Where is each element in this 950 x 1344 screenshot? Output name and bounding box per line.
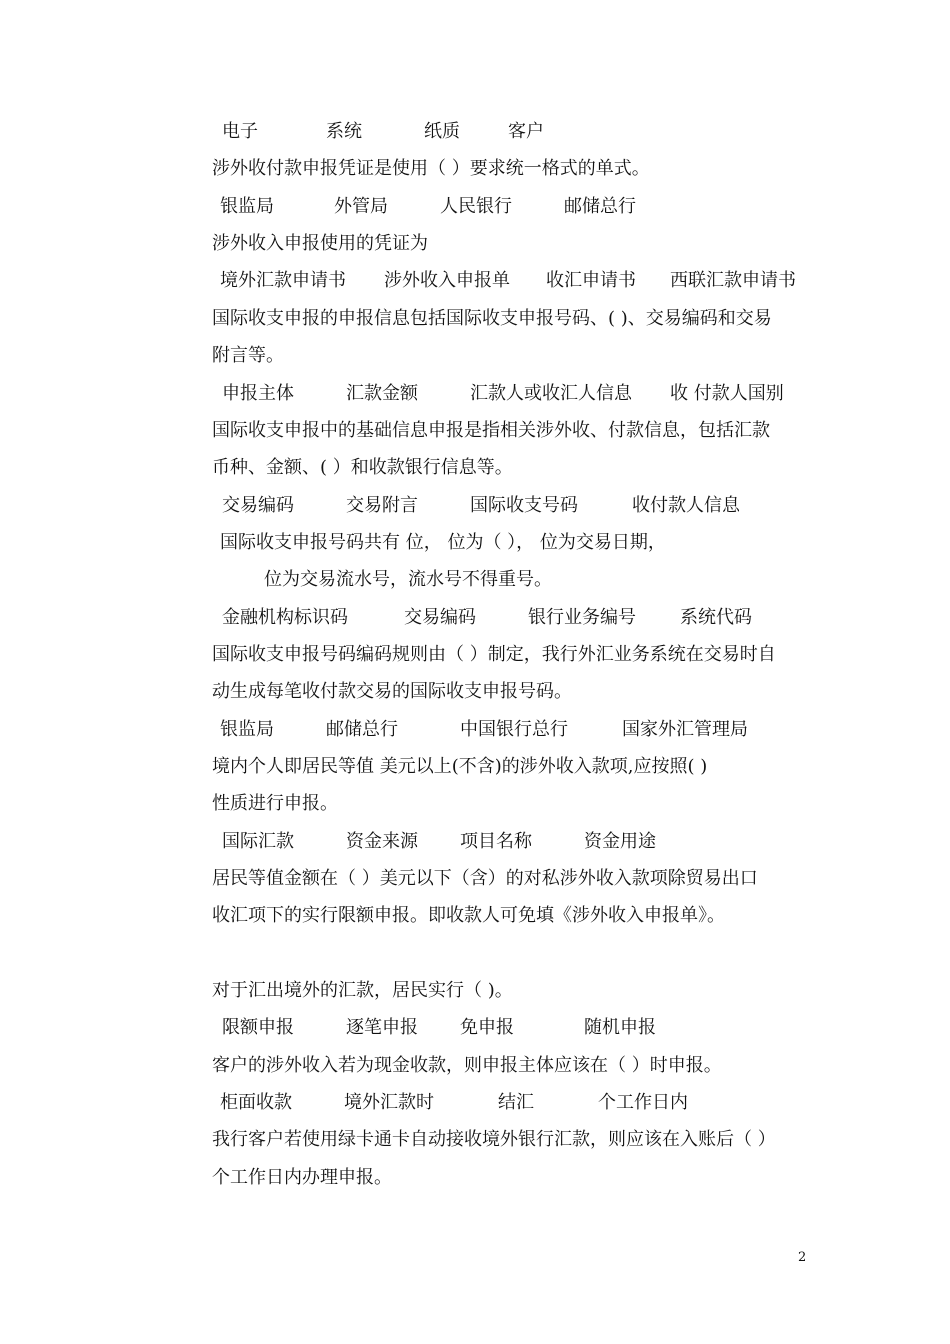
option-a: 银监局 bbox=[220, 719, 274, 740]
question-text: 客户的涉外收入若为现金收款，则申报主体应该在（ ）时申报。 bbox=[212, 1055, 722, 1076]
option-a: 柜面收款 bbox=[220, 1092, 292, 1113]
option-d: 随机申报 bbox=[584, 1017, 656, 1038]
question-text: 国际收支申报号码共有 位， 位为（ ）， 位为交易日期， bbox=[220, 532, 666, 553]
option-b: 资金来源 bbox=[346, 831, 418, 852]
question-text: 性质进行申报。 bbox=[212, 793, 338, 814]
question-text: 附言等。 bbox=[212, 345, 284, 366]
option-d: 系统代码 bbox=[680, 607, 752, 628]
option-d: 邮储总行 bbox=[564, 196, 636, 217]
option-d: 西联汇款申请书 bbox=[670, 270, 796, 291]
option-c: 国际收支号码 bbox=[470, 495, 578, 516]
page-number: 2 bbox=[798, 1250, 807, 1265]
question-text: 收汇项下的实行限额申报。即收款人可免填《涉外收入申报单》。 bbox=[212, 905, 725, 926]
option-d: 资金用途 bbox=[584, 831, 656, 852]
question-text: 国际收支申报中的基础信息申报是指相关涉外收、付款信息，包括汇款 bbox=[212, 420, 770, 441]
option-a: 金融机构标识码 bbox=[222, 607, 348, 628]
option-d: 国家外汇管理局 bbox=[622, 719, 748, 740]
option-b: 邮储总行 bbox=[326, 719, 398, 740]
question-text: 国际收支申报的申报信息包括国际收支申报号码、( )、交易编码和交易 bbox=[212, 308, 772, 329]
option-d: 个工作日内 bbox=[598, 1092, 688, 1113]
option-a: 境外汇款申请书 bbox=[220, 270, 346, 291]
question-text: 境内个人即居民等值 美元以上(不含)的涉外收入款项,应按照( ) bbox=[212, 756, 708, 777]
option-a: 申报主体 bbox=[222, 383, 294, 404]
question-text: 币种、金额、( ）和收款银行信息等。 bbox=[212, 457, 513, 478]
option-c: 汇款人或收汇人信息 bbox=[470, 383, 632, 404]
option-c: 结汇 bbox=[498, 1092, 534, 1113]
question-text: 涉外收付款申报凭证是使用（ ）要求统一格式的单式。 bbox=[212, 158, 650, 179]
option-b: 系统 bbox=[326, 121, 362, 142]
option-d: 收 付款人国别 bbox=[670, 383, 784, 404]
option-a: 国际汇款 bbox=[222, 831, 294, 852]
question-text: 国际收支申报号码编码规则由（ ）制定，我行外汇业务系统在交易时自 bbox=[212, 644, 776, 665]
option-c: 纸质 bbox=[424, 121, 460, 142]
question-text: 涉外收入申报使用的凭证为 bbox=[212, 233, 428, 254]
option-a: 限额申报 bbox=[222, 1017, 294, 1038]
question-text: 个工作日内办理申报。 bbox=[212, 1167, 392, 1188]
option-c: 人民银行 bbox=[440, 196, 512, 217]
option-d: 收付款人信息 bbox=[632, 495, 740, 516]
question-text: 居民等值金额在（ ）美元以下（含）的对私涉外收入款项除贸易出口 bbox=[212, 868, 758, 889]
option-c: 中国银行总行 bbox=[460, 719, 568, 740]
option-a: 交易编码 bbox=[222, 495, 294, 516]
question-text: 我行客户若使用绿卡通卡自动接收境外银行汇款，则应该在入账后（ ） bbox=[212, 1129, 776, 1150]
option-b: 境外汇款时 bbox=[344, 1092, 434, 1113]
question-text: 位为交易流水号，流水号不得重号。 bbox=[264, 569, 552, 590]
option-a: 电子 bbox=[222, 121, 258, 142]
option-b: 交易编码 bbox=[404, 607, 476, 628]
question-text: 动生成每笔收付款交易的国际收支申报号码。 bbox=[212, 681, 572, 702]
option-b: 涉外收入申报单 bbox=[384, 270, 510, 291]
option-a: 银监局 bbox=[220, 196, 274, 217]
option-b: 外管局 bbox=[334, 196, 388, 217]
option-d: 客户 bbox=[508, 121, 544, 142]
option-c: 银行业务编号 bbox=[528, 607, 636, 628]
option-b: 交易附言 bbox=[346, 495, 418, 516]
option-c: 免申报 bbox=[460, 1017, 514, 1038]
option-b: 逐笔申报 bbox=[346, 1017, 418, 1038]
option-b: 汇款金额 bbox=[346, 383, 418, 404]
option-c: 项目名称 bbox=[460, 831, 532, 852]
question-text: 对于汇出境外的汇款，居民实行（ )。 bbox=[212, 980, 513, 1001]
option-c: 收汇申请书 bbox=[546, 270, 636, 291]
